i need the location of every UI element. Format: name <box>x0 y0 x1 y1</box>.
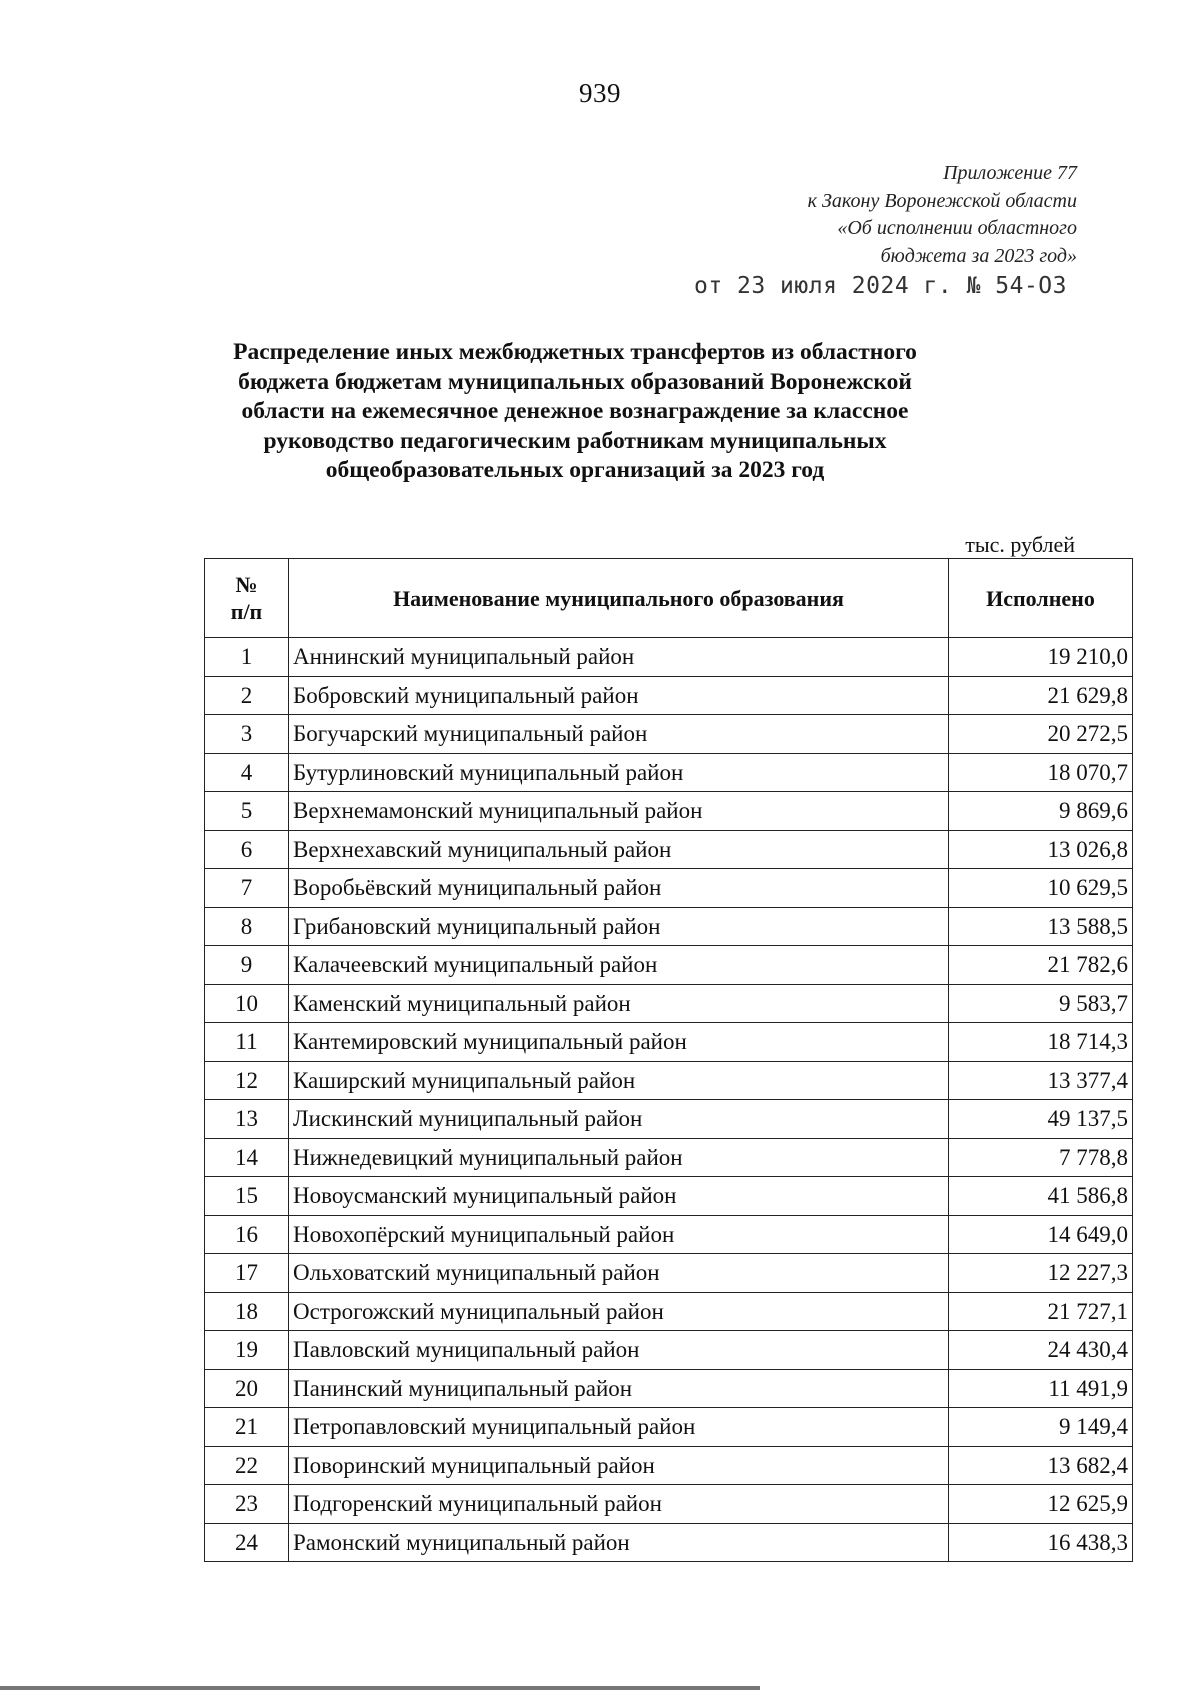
header-number <box>205 559 289 638</box>
table-row <box>205 676 1133 715</box>
table-row <box>205 1177 1133 1216</box>
row-name-cell: Верхнемамонский муниципальный район <box>289 792 949 831</box>
row-value-cell: 49 137,5 <box>949 1100 1133 1139</box>
table-body <box>205 638 1133 1562</box>
row-name-cell: Рамонский муниципальный район <box>289 1523 949 1562</box>
row-name-cell: Павловский муниципальный район <box>289 1331 949 1370</box>
appendix-line: «Об исполнении областного <box>837 217 1077 239</box>
row-value-cell: 21 782,6 <box>949 946 1133 985</box>
row-number-cell: 22 <box>205 1446 289 1485</box>
law-date-stamp: от 23 июля 2024 г. № 54-ОЗ <box>693 273 1067 299</box>
table-row <box>205 1215 1133 1254</box>
row-number-cell: 5 <box>205 792 289 831</box>
row-number-cell: 2 <box>205 676 289 715</box>
table-row <box>205 1138 1133 1177</box>
table-row <box>205 984 1133 1023</box>
table-row <box>205 638 1133 677</box>
table-row <box>205 830 1133 869</box>
row-name-cell: Подгоренский муниципальный район <box>289 1485 949 1524</box>
row-number-cell: 7 <box>205 869 289 908</box>
table-row <box>205 715 1133 754</box>
row-name-cell: Бутурлиновский муниципальный район <box>289 753 949 792</box>
appendix-line: бюджета за 2023 год» <box>880 244 1077 267</box>
row-value-cell: 21 629,8 <box>949 676 1133 715</box>
row-number-cell: 16 <box>205 1215 289 1254</box>
row-number-cell: 18 <box>205 1292 289 1331</box>
row-name-cell: Воробьёвский муниципальный район <box>289 869 949 908</box>
transfers-table <box>204 558 1133 1562</box>
row-number-cell: 21 <box>205 1408 289 1447</box>
row-name-cell: Поворинский муниципальный район <box>289 1446 949 1485</box>
row-number-cell: 9 <box>205 946 289 985</box>
units-label: тыс. рублей <box>965 532 1075 557</box>
row-value-cell: 9 869,6 <box>949 792 1133 831</box>
table-row <box>205 907 1133 946</box>
row-value-cell: 10 629,5 <box>949 869 1133 908</box>
row-name-cell: Петропавловский муниципальный район <box>289 1408 949 1447</box>
table-row <box>205 1292 1133 1331</box>
row-name-cell: Верхнехавский муниципальный район <box>289 830 949 869</box>
row-name-cell: Каменский муниципальный район <box>289 984 949 1023</box>
row-value-cell: 7 778,8 <box>949 1138 1133 1177</box>
document-title <box>200 338 950 486</box>
row-value-cell: 9 583,7 <box>949 984 1133 1023</box>
table-row <box>205 1254 1133 1293</box>
row-value-cell: 16 438,3 <box>949 1523 1133 1562</box>
table-row <box>205 1331 1133 1370</box>
table-row <box>205 1408 1133 1447</box>
row-name-cell: Нижнедевицкий муниципальный район <box>289 1138 949 1177</box>
row-value-cell: 12 227,3 <box>949 1254 1133 1293</box>
row-value-cell: 19 210,0 <box>949 638 1133 677</box>
table-row <box>205 1100 1133 1139</box>
row-name-cell: Новохопёрский муниципальный район <box>289 1215 949 1254</box>
table-row <box>205 792 1133 831</box>
row-number-cell: 13 <box>205 1100 289 1139</box>
title-line: руководство педагогическим работникам муниципальных <box>263 427 887 454</box>
row-value-cell: 21 727,1 <box>949 1292 1133 1331</box>
table-header-row <box>205 559 1133 638</box>
row-value-cell: 20 272,5 <box>949 715 1133 754</box>
row-value-cell: 41 586,8 <box>949 1177 1133 1216</box>
row-name-cell: Кантемировский муниципальный район <box>289 1023 949 1062</box>
row-name-cell: Новоусманский муниципальный район <box>289 1177 949 1216</box>
row-name-cell: Грибановский муниципальный район <box>289 907 949 946</box>
header-name: Наименование муниципального образования <box>289 559 949 638</box>
row-name-cell: Ольховатский муниципальный район <box>289 1254 949 1293</box>
row-value-cell: 13 377,4 <box>949 1061 1133 1100</box>
title-line: области на ежемесячное денежное вознаграждение за классное <box>241 398 909 424</box>
table-row <box>205 1061 1133 1100</box>
row-value-cell: 18 714,3 <box>949 1023 1133 1062</box>
table-row <box>205 1369 1133 1408</box>
row-name-cell: Лискинский муниципальный район <box>289 1100 949 1139</box>
row-value-cell: 13 588,5 <box>949 907 1133 946</box>
appendix-line: к Закону Воронежской области <box>807 189 1077 212</box>
row-number-cell: 10 <box>205 984 289 1023</box>
row-number-cell: 17 <box>205 1254 289 1293</box>
title-line: общеобразовательных организаций за 2023 год <box>325 457 825 483</box>
table-row <box>205 1523 1133 1562</box>
title-line: Распределение иных межбюджетных трансфертов из областного <box>233 339 917 365</box>
table-row <box>205 1446 1133 1485</box>
row-value-cell: 9 149,4 <box>949 1408 1133 1447</box>
row-name-cell: Каширский муниципальный район <box>289 1061 949 1100</box>
row-value-cell: 24 430,4 <box>949 1331 1133 1370</box>
row-value-cell: 13 026,8 <box>949 830 1133 869</box>
row-number-cell: 11 <box>205 1023 289 1062</box>
row-name-cell: Аннинский муниципальный район <box>289 638 949 677</box>
row-name-cell: Панинский муниципальный район <box>289 1369 949 1408</box>
table-row <box>205 1485 1133 1524</box>
row-name-cell: Калачеевский муниципальный район <box>289 946 949 985</box>
page-number: 939 <box>579 78 621 108</box>
row-number-cell: 8 <box>205 907 289 946</box>
row-number-cell: 1 <box>205 638 289 677</box>
row-name-cell: Острогожский муниципальный район <box>289 1292 949 1331</box>
row-value-cell: 18 070,7 <box>949 753 1133 792</box>
row-number-cell: 3 <box>205 715 289 754</box>
header-value: Исполнено <box>949 559 1133 638</box>
row-value-cell: 11 491,9 <box>949 1369 1133 1408</box>
row-number-cell: 14 <box>205 1138 289 1177</box>
row-number-cell: 15 <box>205 1177 289 1216</box>
scan-edge-line <box>0 1686 760 1690</box>
header-number-abbr: п/п <box>230 599 263 624</box>
appendix-line: Приложение 77 <box>943 162 1077 184</box>
row-name-cell: Бобровский муниципальный район <box>289 676 949 715</box>
row-number-cell: 12 <box>205 1061 289 1100</box>
title-line: бюджета бюджетам муниципальных образований Воронежской <box>238 368 912 395</box>
table-row <box>205 1023 1133 1062</box>
table-row <box>205 946 1133 985</box>
appendix-reference <box>808 160 1077 270</box>
row-name-cell: Богучарский муниципальный район <box>289 715 949 754</box>
table-row <box>205 753 1133 792</box>
row-value-cell: 14 649,0 <box>949 1215 1133 1254</box>
header-number-symbol: № <box>235 572 258 597</box>
row-number-cell: 6 <box>205 830 289 869</box>
row-number-cell: 20 <box>205 1369 289 1408</box>
row-number-cell: 19 <box>205 1331 289 1370</box>
row-number-cell: 24 <box>205 1523 289 1562</box>
row-number-cell: 4 <box>205 753 289 792</box>
row-value-cell: 12 625,9 <box>949 1485 1133 1524</box>
row-number-cell: 23 <box>205 1485 289 1524</box>
row-value-cell: 13 682,4 <box>949 1446 1133 1485</box>
table-row <box>205 869 1133 908</box>
